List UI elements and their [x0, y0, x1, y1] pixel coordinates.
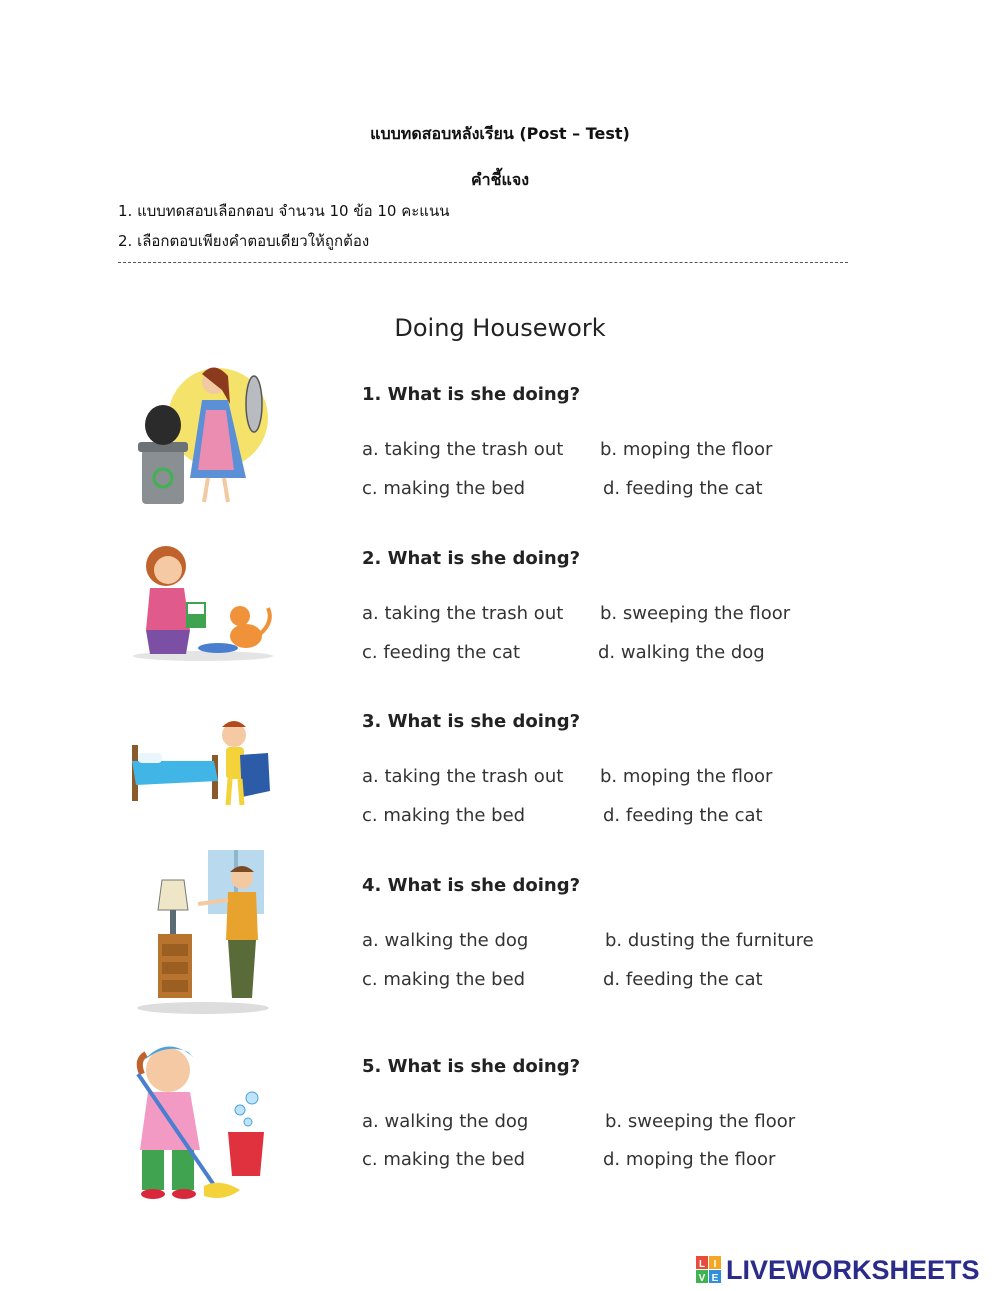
question-3: 3. What is she doing? [362, 711, 581, 732]
logo-letter-blocks-icon [696, 1256, 722, 1284]
option-2a[interactable]: a. taking the trash out [362, 603, 564, 624]
option-3d[interactable]: d. feeding the cat [603, 805, 763, 826]
option-5c[interactable]: c. making the bed [362, 1149, 526, 1170]
question-5: 5. What is she doing? [362, 1056, 581, 1077]
option-3c[interactable]: c. making the bed [362, 805, 526, 826]
option-4d[interactable]: d. feeding the cat [603, 969, 763, 990]
test-title: แบบทดสอบหลังเรียน (Post – Test) [370, 124, 630, 143]
trash-woman-illustration [128, 360, 278, 510]
svg-text:L: L [698, 1259, 706, 1270]
question-1: 1. What is she doing? [362, 384, 581, 405]
option-5d[interactable]: d. moping the floor [603, 1149, 776, 1170]
option-4b[interactable]: b. dusting the furniture [605, 930, 814, 951]
svg-text:V: V [698, 1273, 706, 1284]
question-2: 2. What is she doing? [362, 548, 581, 569]
option-5a[interactable]: a. walking the dog [362, 1111, 529, 1132]
dusting-illustration [128, 848, 278, 1016]
question-4: 4. What is she doing? [362, 875, 581, 896]
svg-text:E: E [711, 1273, 719, 1284]
option-1b[interactable]: b. moping the floor [600, 439, 773, 460]
liveworksheets-logo [696, 1252, 980, 1288]
option-1d[interactable]: d. feeding the cat [603, 478, 763, 499]
instruction-line-1: 1. แบบทดสอบเลือกตอบ จำนวน 10 ข้อ 10 คะแนน [118, 202, 450, 220]
option-3a[interactable]: a. taking the trash out [362, 766, 564, 787]
option-4c[interactable]: c. making the bed [362, 969, 526, 990]
option-2d[interactable]: d. walking the dog [598, 642, 765, 663]
option-3b[interactable]: b. moping the floor [600, 766, 773, 787]
instruction-line-2: 2. เลือกตอบเพียงคำตอบเดียวให้ถูกต้อง [118, 232, 370, 250]
logo-wordmark: LIVEWORKSHEETS [726, 1254, 980, 1285]
divider [118, 262, 848, 263]
option-1a[interactable]: a. taking the trash out [362, 439, 564, 460]
worksheet-title: Doing Housework [394, 314, 606, 342]
mopping-illustration [128, 1030, 278, 1208]
option-2b[interactable]: b. sweeping the floor [600, 603, 791, 624]
instructions-heading: คำชี้แจง [470, 170, 530, 189]
feeding-cat-illustration [128, 538, 278, 663]
option-5b[interactable]: b. sweeping the floor [605, 1111, 796, 1132]
option-2c[interactable]: c. feeding the cat [362, 642, 521, 663]
making-bed-illustration [128, 715, 278, 815]
option-4a[interactable]: a. walking the dog [362, 930, 529, 951]
svg-text:I: I [713, 1259, 717, 1270]
option-1c[interactable]: c. making the bed [362, 478, 526, 499]
